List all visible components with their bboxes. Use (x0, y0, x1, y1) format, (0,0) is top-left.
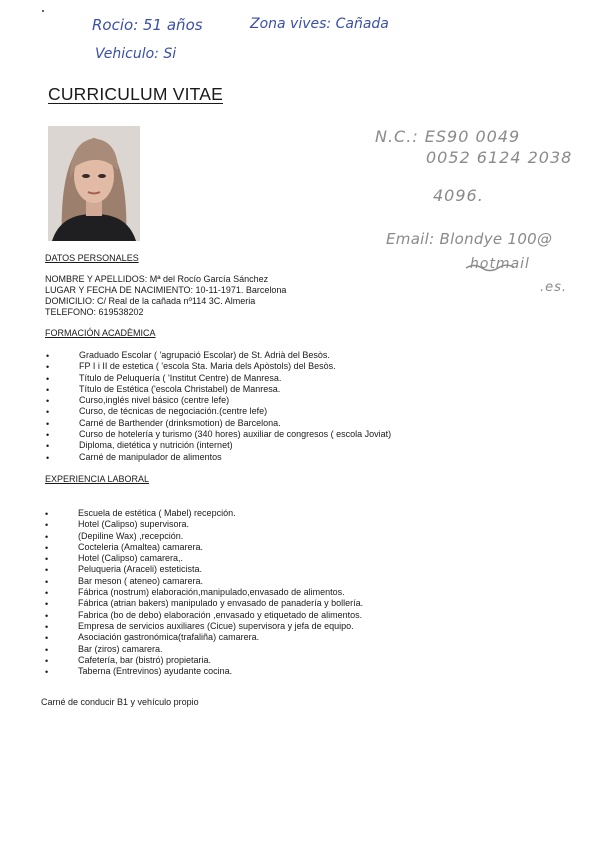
personal-address: DOMICILIO: C/ Real de la cañada nº114 3C. Almeria (45, 296, 256, 306)
list-item: • Curso,inglés nivel básico (centre lefe) (46, 395, 230, 407)
section-heading-education: FORMACIÓN ACADÈMICA (45, 328, 156, 338)
personal-phone: TELEFONO: 619538202 (45, 307, 144, 317)
bullet-icon: • (46, 362, 50, 373)
experience-list (45, 508, 364, 678)
handwritten-account-line2: 0052 6124 2038 (426, 148, 573, 167)
bullet-icon: • (46, 407, 50, 418)
education-list (46, 350, 392, 463)
list-item: • Título de Estética ('escola Christabel) de Manresa. (46, 383, 281, 395)
list-item: • Graduado Escolar ( 'agrupació Escolar) de St. Adrià del Besòs. (46, 350, 330, 361)
bullet-icon: • (45, 621, 49, 632)
list-item: • Carné de manipulador de alimentos (46, 451, 222, 463)
bullet-icon: • (46, 351, 50, 361)
section-heading-personal: DATOS PERSONALES (45, 253, 139, 263)
bullet-icon: • (45, 520, 49, 531)
list-item: • Fábrica (nostrum) elaboración,manipulado,envasado de alimentos. (45, 587, 345, 599)
bullet-icon: • (45, 554, 49, 565)
bullet-icon: • (45, 644, 49, 655)
personal-birth: LUGAR Y FECHA DE NACIMIENTO: 10-11-1971. Barcelona (45, 285, 287, 295)
bullet-icon: • (45, 531, 49, 542)
bullet-icon: • (45, 588, 49, 599)
bullet-icon: • (45, 542, 49, 553)
portrait-photo (48, 126, 140, 241)
handwritten-account-line1: N.C.: ES90 0049 (375, 127, 521, 146)
list-item: • Fábrica (atrian bakers) manipulado y envasado de panadería y bollería. (45, 598, 364, 610)
bullet-icon: • (46, 373, 50, 384)
list-item: • FP I i II de estetica ( 'escola Sta. Maria dels Apòstols) del Besòs. (46, 361, 336, 373)
list-item: • Curso de hotelería y turismo (340 hores) auxiliar de congresos ( escola Joviat) (46, 429, 392, 441)
list-item: • Fabrica (bo de debo) elaboración ,envasado y etiquetado de alimentos. (45, 609, 363, 621)
list-item: • Curso, de técnicas de negociación.(centre lefe) (46, 406, 268, 418)
handwritten-account-line3: 4096. (433, 186, 484, 205)
list-item: • Bar meson ( ateneo) camarera. (45, 575, 204, 587)
list-item: • Diploma, dietética y nutrición (internet) (46, 440, 233, 452)
personal-name: NOMBRE Y APELLIDOS: Mª del Rocío García Sánchez (45, 274, 269, 284)
bullet-icon: • (45, 576, 49, 587)
list-item: • Peluqueria (Araceli) esteticista. (45, 564, 203, 576)
handwritten-name-age: Rocio: 51 años (92, 16, 203, 34)
list-item: • Escuela de estética ( Mabel) recepción. (45, 508, 236, 519)
list-item: • Asociación gastronómica(trafaliña) camarera. (45, 632, 260, 644)
handwritten-zone: Zona vives: Cañada (250, 16, 389, 32)
handwritten-vehicle: Vehiculo: Si (95, 46, 177, 62)
bullet-icon: • (45, 633, 49, 644)
bullet-icon: • (46, 441, 50, 452)
bullet-icon: • (46, 384, 50, 395)
handwritten-email-line1: Email: Blondye 100@ (386, 230, 553, 248)
list-item: • Hotel (Calipso) supervisora. (45, 519, 190, 531)
list-item: • Hotel (Calipso) camarera,. (45, 553, 184, 565)
list-item: • Carné de Barthender (drinksmotion) de Barcelona. (46, 417, 281, 429)
scan-speck (42, 10, 44, 12)
list-item: • (Depiline Wax) ,recepción. (45, 530, 184, 542)
list-item: • Taberna (Entrevinos) ayudante cocina. (45, 666, 233, 678)
bullet-icon: • (45, 509, 49, 519)
section-heading-experience: EXPERIENCIA LABORAL (45, 474, 150, 484)
list-item: • Título de Peluquería ( 'Institut Centre) de Manresa. (46, 372, 282, 384)
bullet-icon: • (46, 452, 50, 463)
bullet-icon: • (45, 667, 49, 678)
bullet-icon: • (46, 430, 50, 441)
driving-license-note: Carné de conducir B1 y vehículo propio (41, 697, 199, 707)
bullet-icon: • (45, 610, 49, 621)
page-title: CURRICULUM VITAE (48, 84, 223, 104)
bullet-icon: • (45, 599, 49, 610)
list-item: • Cafetería, bar (bistró) propietaria. (45, 654, 212, 666)
handwritten-email-line2: hotmail (470, 256, 530, 272)
list-item: • Cocteleria (Amaltea) camarera. (45, 541, 204, 553)
bullet-icon: • (46, 418, 50, 429)
bullet-icon: • (45, 655, 49, 666)
bullet-icon: • (45, 565, 49, 576)
list-item: • Bar (ziros) camarera. (45, 643, 163, 655)
handwritten-email-line3: .es. (540, 280, 568, 295)
list-item: • Empresa de servicios auxiliares (Cicue) supervisora y jefa de equipo. (45, 620, 354, 632)
scribble-strikeout-icon (464, 262, 524, 272)
bullet-icon: • (46, 396, 50, 407)
